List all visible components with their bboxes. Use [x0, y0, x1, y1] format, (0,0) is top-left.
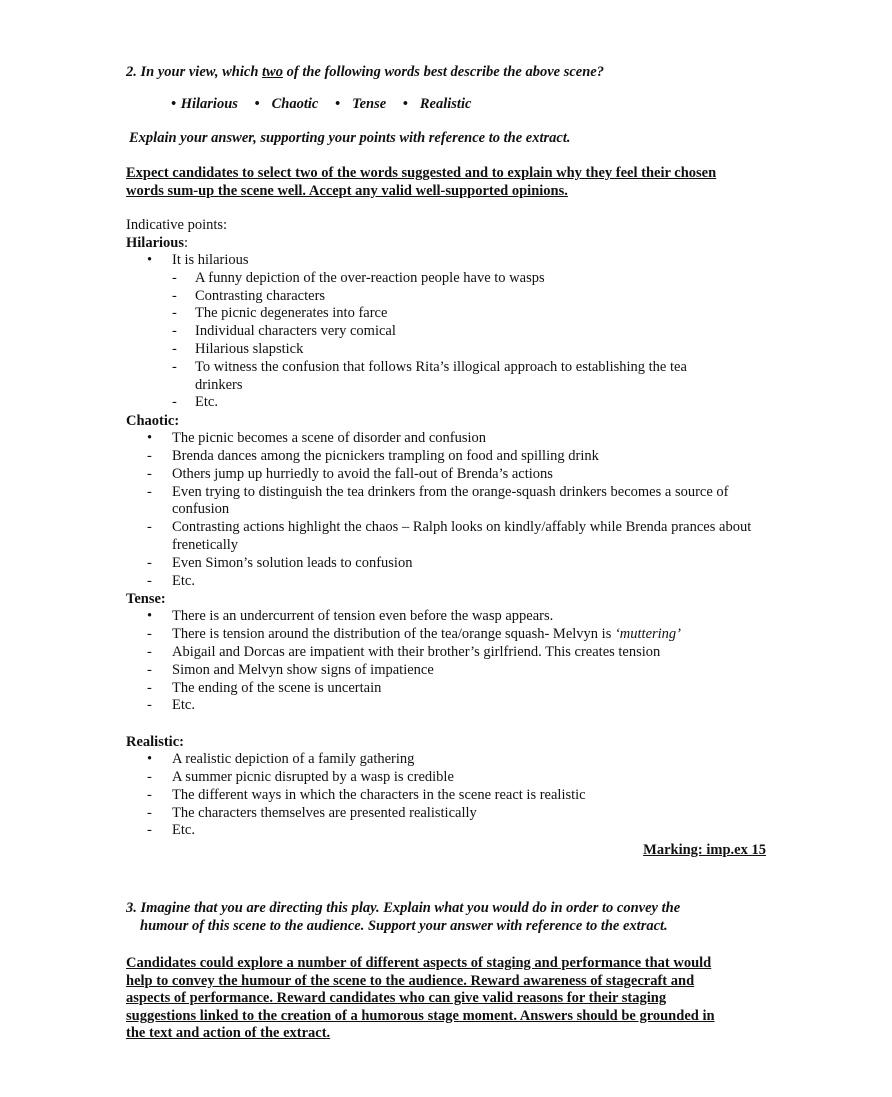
spacer: [126, 715, 776, 733]
list-item-text: Etc.: [172, 697, 195, 714]
list-item: [126, 394, 776, 412]
list-item: [126, 519, 776, 555]
bullet-marker: •: [147, 608, 153, 625]
question-3-line: 3. Imagine that you are directing this play. Explain what you would do in order to convey the: [126, 900, 681, 917]
dash-marker: -: [172, 305, 177, 322]
list-item: [126, 751, 776, 769]
dash-marker: -: [172, 394, 177, 411]
quote-muttering: ‘muttering’: [614, 626, 682, 643]
list-item-text: Contrasting characters: [195, 287, 326, 304]
list-item: [126, 448, 776, 466]
question-3-line: humour of this scene to the audience. Support your answer with reference to the extract.: [140, 918, 668, 935]
dash-marker: -: [147, 519, 152, 536]
candidates-note: [126, 955, 776, 1043]
candidates-note-line: aspects of performance. Reward candidates who can give valid reasons for their staging: [126, 990, 667, 1007]
question-2: [126, 63, 776, 81]
list-item: [126, 626, 776, 644]
dash-marker: -: [172, 323, 177, 340]
indicative-points-label: Indicative points:: [126, 217, 228, 233]
list-item: [126, 270, 776, 288]
chaotic-heading: Chaotic:: [126, 413, 180, 430]
list-item: [126, 769, 776, 787]
option-realistic: Realistic: [419, 96, 472, 112]
list-item-text: Contrasting actions highlight the chaos – Ralph looks on kindly/affably while Brenda prances about frenetically: [172, 519, 752, 553]
list-item: [126, 573, 776, 591]
list-item: [126, 430, 776, 448]
question-2-underlined: two: [262, 64, 283, 80]
list-item-text: Simon and Melvyn show signs of impatience: [172, 661, 434, 678]
hilarious-heading-text: Hilarious: [126, 235, 185, 251]
list-item-text: The characters themselves are presented realistically: [172, 804, 477, 821]
list-item-text: Even Simon’s solution leads to confusion: [172, 554, 413, 571]
expectation-line: Expect candidates to select two of the words suggested and to explain why they feel their chosen: [126, 165, 717, 181]
option-tense: Tense: [352, 96, 387, 112]
list-item: [126, 466, 776, 484]
list-item: [126, 608, 776, 626]
hilarious-heading: Hilarious:: [126, 235, 189, 251]
dash-marker: -: [147, 804, 152, 821]
dash-marker: -: [147, 483, 152, 500]
option-bullet: •: [402, 96, 408, 112]
list-item-text: The picnic becomes a scene of disorder and confusion: [172, 430, 487, 447]
dash-marker: -: [147, 554, 152, 571]
list-item: [126, 484, 776, 520]
list-item-text: The ending of the scene is uncertain: [172, 679, 382, 696]
list-item: [126, 787, 776, 805]
list-item: [126, 805, 776, 823]
bullet-marker: •: [147, 252, 153, 268]
list-item-text: Etc.: [172, 822, 195, 839]
dash-marker: -: [147, 679, 152, 696]
list-item: [126, 323, 776, 341]
list-item-text: The picnic degenerates into farce: [195, 305, 388, 322]
list-item-text: To witness the confusion that follows Rita’s illogical approach to establishing the tea drinkers: [195, 358, 687, 393]
expectation-line: words sum-up the scene well. Accept any valid well-supported opinions.: [126, 182, 568, 199]
list-item-text: A funny depiction of the over-reaction people have to wasps: [195, 269, 545, 286]
list-item: [126, 252, 776, 270]
list-item: [126, 555, 776, 573]
dash-marker: -: [147, 786, 152, 803]
tense-heading: Tense:: [126, 591, 166, 608]
candidates-note-line: Candidates could explore a number of different aspects of staging and performance that would: [126, 955, 712, 972]
list-item: [126, 680, 776, 698]
expectation-note: [126, 165, 776, 200]
hilarious-sublist: [126, 270, 776, 412]
list-item: [126, 359, 776, 395]
list-item-text: Even trying to distinguish the tea drinkers from the orange-squash drinkers becomes a source of confusion: [172, 483, 729, 518]
list-item: [126, 644, 776, 662]
list-item-text: A summer picnic disrupted by a wasp is credible: [172, 768, 454, 785]
question-2-suffix: of the following words best describe the above scene?: [282, 64, 604, 80]
option-chaotic: Chaotic: [271, 96, 319, 112]
bullet-marker: •: [147, 751, 153, 768]
list-item: [126, 822, 776, 840]
question-3: [126, 899, 776, 935]
bullet-marker: •: [147, 430, 153, 447]
option-hilarious: Hilarious: [180, 96, 238, 112]
list-item-text: A realistic depiction of a family gathering: [172, 751, 415, 768]
dash-marker: -: [147, 661, 152, 678]
dash-marker: -: [147, 572, 152, 589]
dash-marker: -: [147, 626, 152, 643]
list-item-text: There is tension around the distribution of the tea/orange squash- Melvyn is: [172, 626, 615, 643]
dash-marker: -: [172, 340, 177, 357]
list-item: [126, 697, 776, 715]
dash-marker: -: [147, 697, 152, 714]
option-bullet: •: [171, 96, 177, 112]
list-item: [126, 341, 776, 359]
dash-marker: -: [147, 447, 152, 464]
candidates-note-line: help to convey the humour of the scene to the audience. Reward awareness of stagecraft and: [126, 972, 695, 989]
dash-marker: -: [147, 768, 152, 785]
list-item: [126, 662, 776, 680]
list-item-text: Etc.: [172, 572, 195, 589]
dash-marker: -: [147, 465, 152, 482]
marking-scheme: Marking: imp.ex 15: [643, 842, 766, 859]
dash-marker: -: [172, 287, 177, 304]
candidates-note-line: suggestions linked to the creation of a humorous stage moment. Answers should be grounded in: [126, 1007, 715, 1024]
word-options: [171, 95, 776, 113]
list-item-text: Etc.: [195, 394, 218, 411]
list-item-text: Hilarious slapstick: [195, 340, 304, 357]
list-item-text: Others jump up hurriedly to avoid the fall-out of Brenda’s actions: [172, 465, 553, 482]
dash-marker: -: [172, 269, 177, 286]
dash-marker: -: [172, 358, 177, 375]
explain-instruction: Explain your answer, supporting your points with reference to the extract.: [129, 130, 571, 146]
list-item-text: Abigail and Dorcas are impatient with their brother’s girlfriend. This creates tension: [172, 643, 661, 660]
dash-marker: -: [147, 643, 152, 660]
option-bullet: •: [334, 96, 341, 112]
list-item-text: Individual characters very comical: [195, 323, 396, 340]
list-item: [126, 305, 776, 323]
list-item-text: Brenda dances among the picnickers trampling on food and spilling drink: [172, 447, 599, 464]
list-item: [126, 288, 776, 306]
document-page: [126, 63, 776, 1043]
dash-marker: -: [147, 822, 152, 839]
option-bullet: •: [254, 96, 260, 112]
realistic-heading: Realistic:: [126, 734, 184, 751]
tense-list: [126, 608, 776, 715]
chaotic-list: [126, 430, 776, 590]
list-item-text: There is an undercurrent of tension even before the wasp appears.: [172, 608, 554, 625]
realistic-list: [126, 751, 776, 840]
list-item-text: The different ways in which the characters in the scene react is realistic: [172, 786, 586, 803]
candidates-note-line: the text and action of the extract.: [126, 1025, 331, 1042]
question-2-prefix: 2. In your view, which: [126, 64, 263, 80]
list-item-text: It is hilarious: [172, 252, 249, 268]
hilarious-list: [126, 252, 776, 270]
